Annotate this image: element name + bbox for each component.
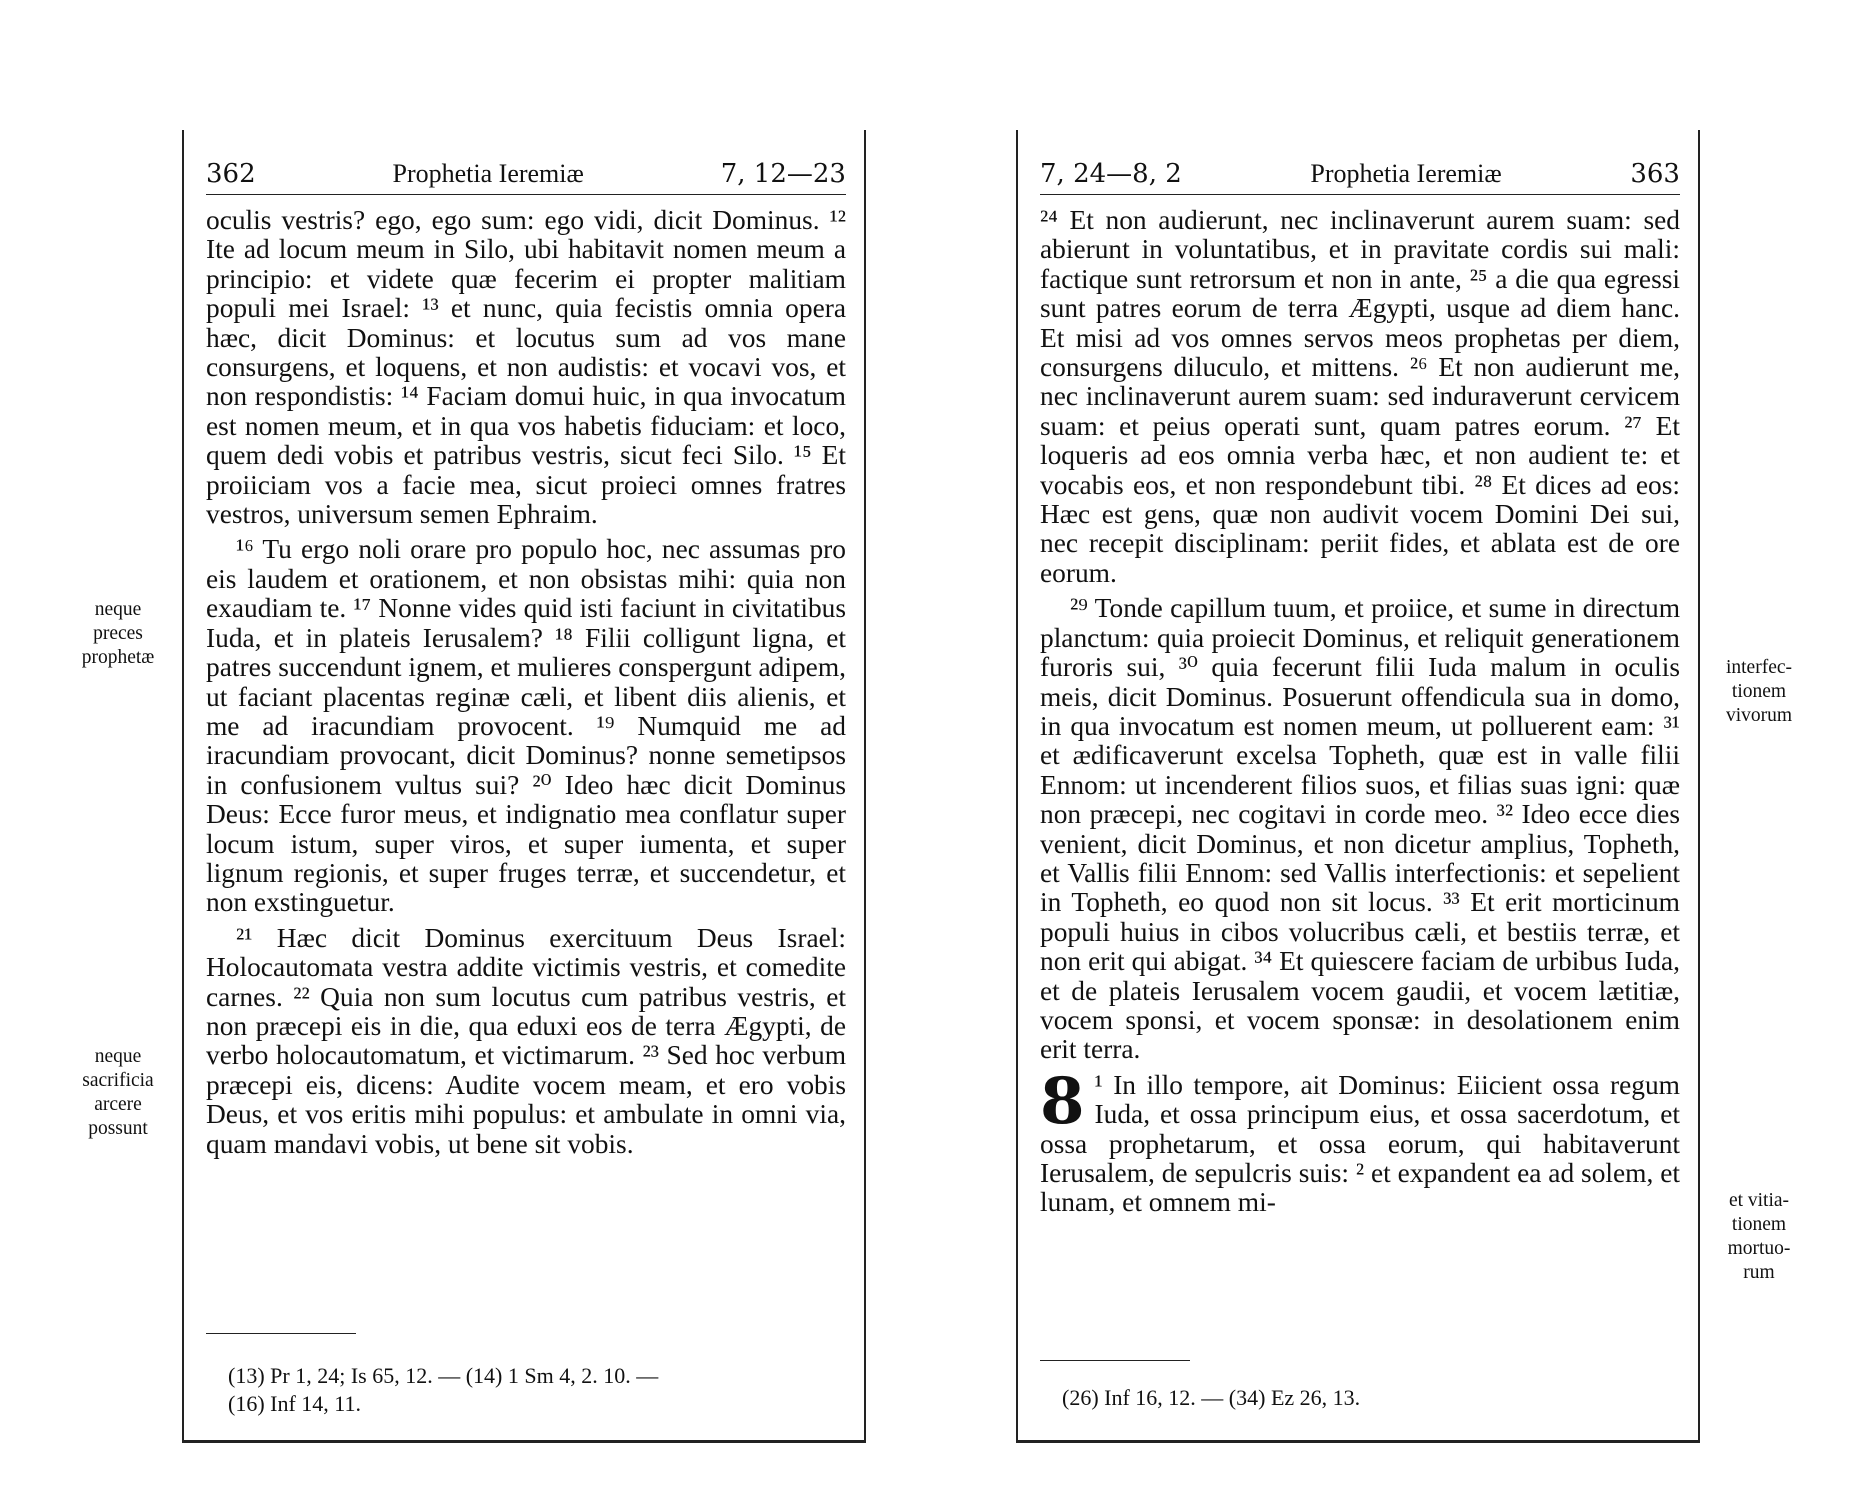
left-margin-note-1 [58,598,178,670]
left-footnote-rule [206,1333,356,1334]
left-page-header [206,154,846,195]
margin-note-line: neque [94,599,142,620]
right-page-body [1040,206,1680,1218]
right-paragraph-1: ²⁴ Et non audierunt, nec inclinaverunt aurem suam: sed abierunt in voluntatibus, et in pravitate cordis sui mali: factique sunt retrorsum et non in ante, ²⁵ a die qua egressi sunt patres eorum de terra Ægypti, usque ad diem hanc. Et misi ad vos omnes servos meos prophetas per diem, consurgens diluculo, et mittens. ²⁶ Et non audierunt me, nec inclinaverunt aurem suam: sed induraverunt cervicem suam: et peius operati sunt, quam patres eorum. ²⁷ Et loqueris ad eos omnia verba hæc, et non audient te: et vocabis eos, et non respondebunt tibi. ²⁸ Et dices ad eos: Hæc est gens, quæ non audivit vocem Domini Dei sui, nec recepit disciplinam: periit fides, et ablata est de ore eorum. [1040,205,1680,588]
left-page-number: 362 [206,159,256,189]
right-footnote-rule [1040,1360,1190,1361]
margin-note-line: rum [1743,1262,1775,1283]
margin-note-line: neque [94,1046,142,1067]
margin-note-line: sacrificia [82,1070,154,1091]
left-paragraph-2: ¹⁶ Tu ergo noli orare pro populo hoc, nec assumas pro eis laudem et orationem, et non obsistas mihi: quia non exaudiam te. ¹⁷ Nonne vides quid isti faciunt in civitatibus Iuda, et in plateis Ierusalem? ¹⁸ Filii colligunt ligna, et patres succendunt ignem, et mulieres conspergunt adipem, ut faciant placentas reginæ cæli, et libent diis alienis, et me ad iracundiam provocent. ¹⁹ Numquid me ad iracundiam provocant, dicit Dominus? nonne semetipsos in confusionem vultus sui? ²⁰ Ideo hæc dicit Dominus Deus: Ecce furor meus, et indignatio mea conflatur super locum istum, super viros, et super iumenta, et super lignum regionis, et super fruges terræ, et succendetur, et non exstinguetur. [206,534,846,918]
margin-note-line: prophetæ [81,647,155,668]
chapter-number-dropcap: 8 [1040,1063,1085,1139]
right-page-number: 363 [1630,159,1680,189]
left-page-reference: 7, 12—23 [720,159,846,189]
right-page-reference: 7, 24—8, 2 [1040,159,1182,189]
right-margin-note-2 [1699,1189,1819,1285]
margin-note-line: possunt [88,1118,148,1139]
right-paragraph-2: ²⁹ Tonde capillum tuum, et proiice, et sume in directum planctum: quia proiecit Dominus, et reliquit generationem furoris sui, ³⁰ quia fecerunt filii Iuda malum in oculis meis, dicit Dominus. Posuerunt offendicula sua in domo, in qua invocatum est nomen meum, ut polluerent eam: ³¹ et ædificaverunt excelsa Topheth, quæ est in valle filii Ennom: ut incenderent filios suos, et filias suas igni: quæ non præcepi, nec cogitavi in corde meo. ³² Ideo ecce dies venient, dicit Dominus, et non dicetur amplius, Topheth, et Vallis filii Ennom: sed Vallis interfectionis: et sepelient in Topheth, eo quod non sit locus. ³³ Et erit morticinum populi huius in cibos volucribus cæli, et bestiis terræ, et non erit qui abigat. ³⁴ Et quiescere faciam de urbibus Iuda, et de plateis Ierusalem vocem gaudii, et vocem lætitiæ, vocem sponsi, et vocem sponsæ: in desolationem enim erit terra. [1040,593,1680,1065]
margin-note-line: preces [93,623,143,644]
margin-note-line: tionem [1731,1214,1787,1235]
right-footnotes [1062,1384,1680,1412]
right-page-header [1040,154,1680,195]
margin-note-line: tionem [1731,681,1787,702]
margin-note-line: et vitia- [1728,1190,1790,1211]
left-footnotes [228,1362,846,1418]
right-margin-note-1 [1699,656,1819,728]
left-page-title: Prophetia Ieremiæ [392,159,584,188]
margin-note-line: arcere [94,1094,142,1115]
margin-note-line: interfec- [1725,657,1793,678]
right-footnote-line-1: (26) Inf 16, 12. — (34) Ez 26, 13. [1062,1385,1361,1410]
left-paragraph-1: oculis vestris? ego, ego sum: ego vidi, dicit Dominus. ¹² Ite ad locum meum in Silo, ubi habitavit nomen meum a principio: et videte quæ fecerim ei propter malitiam populi mei Israel: ¹³ et nunc, quia fecistis omnia opera hæc, dicit Dominus: et locutus sum ad vos mane consurgens, et loquens, et non audistis: et vocavi vos, et non respondistis: ¹⁴ Faciam domui huic, in qua invocatum est nomen meum, et in qua vos habetis fiduciam: et loco, quem dedi vobis et patribus vestris, sicut feci Silo. ¹⁵ Et proiiciam vos a facie mea, sicut proieci omnes fratres vestros, universum semen Ephraim. [206,205,846,530]
left-paragraph-3: ²¹ Hæc dicit Dominus exercituum Deus Israel: Holocautomata vestra addite victimis vestris, et comedite carnes. ²² Quia non sum locutus cum patribus vestris, et non præcepi eis in die, qua eduxi eos de terra Ægypti, de verbo holocautomatum, et victimarum. ²³ Sed hoc verbum præcepi eis, dicens: Audite vocem meam, et ero vobis Deus, et vos eritis mihi populus: et ambulate in omni via, quam mandavi vobis, ut bene sit vobis. [206,922,846,1159]
left-page [182,130,866,1443]
left-page-body [206,206,846,1159]
margin-note-line: vivorum [1725,705,1793,726]
chapter-8-text: ¹ In illo tempore, ait Dominus: Eiicient ossa regum Iuda, et ossa principum eius, et ossa sacerdotum, et ossa prophetarum, et ossa eorum, qui habitaverunt Ierusalem, de sepulcris suis: ² et expandent ea ad solem, et lunam, et omnem mi- [1040,1069,1680,1218]
left-footnote-line-2: (16) Inf 14, 11. [228,1391,361,1416]
right-page [1016,130,1700,1443]
margin-note-line: mortuo- [1727,1238,1791,1259]
left-margin-note-2 [58,1045,178,1141]
right-page-title: Prophetia Ieremiæ [1310,159,1502,188]
chapter-8-paragraph [1040,1063,1680,1218]
left-footnote-line-1: (13) Pr 1, 24; Is 65, 12. — (14) 1 Sm 4, 2. 10. — [228,1363,659,1388]
